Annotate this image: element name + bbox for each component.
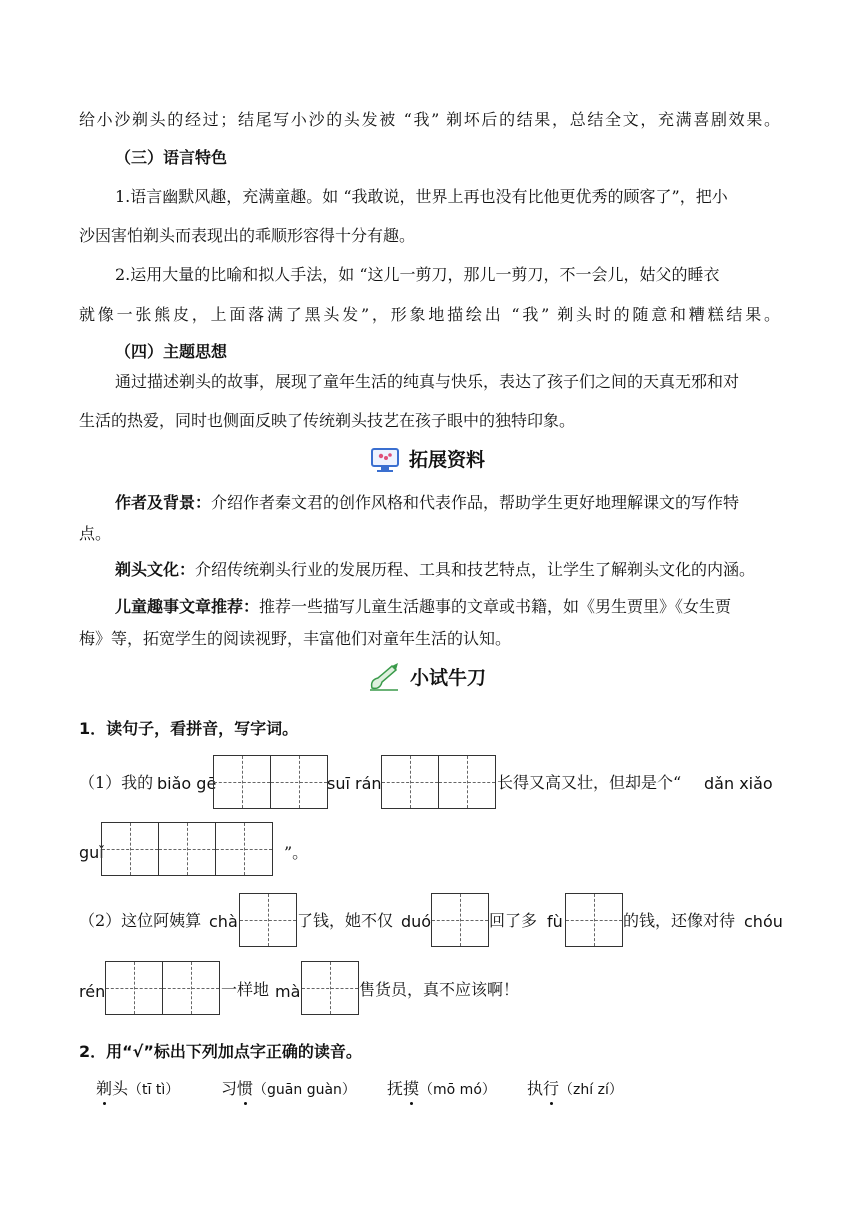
sentence-text: （2）这位阿姨算 <box>79 911 202 930</box>
paragraph-line <box>115 597 731 617</box>
writing-grid[interactable] <box>301 961 359 1015</box>
paragraph-line: 沙因害怕剃头而表现出的乖顺形容得十分有趣。 <box>79 226 416 245</box>
writing-grid[interactable] <box>381 755 496 809</box>
label-recommend: 儿童趣事文章推荐： <box>115 597 260 616</box>
word-char: 抚 <box>387 1079 404 1098</box>
reading-choice[interactable] <box>96 1079 179 1100</box>
pinyin-label: fù <box>547 912 563 931</box>
sentence-text: 的钱，还像对待 <box>623 911 736 930</box>
paragraph-line: 1.语言幽默风趣，充满童趣。如 “我敢说，世界上再也没有比他更优秀的顾客了”，把小 <box>115 187 728 206</box>
paragraph-line <box>115 493 780 513</box>
paragraph-line: 给小沙剃头的经过；结尾写小沙的头发被 “我” 剃坏后的结果，总结全文，充满喜剧效果。 <box>79 110 780 129</box>
pinyin-label: mà <box>275 982 301 1001</box>
reading-choice[interactable] <box>387 1079 496 1100</box>
reading-choice[interactable] <box>527 1079 623 1100</box>
writing-grid[interactable] <box>101 822 273 876</box>
dotted-char: 行 <box>543 1079 560 1098</box>
word-char: 习 <box>221 1079 238 1098</box>
dotted-char: 剃 <box>96 1079 113 1098</box>
sentence-text: 一样地 <box>221 980 270 999</box>
section-title-theme: （四）主题思想 <box>115 342 228 361</box>
text-recommend: 推荐一些描写儿童生活趣事的文章或书籍，如《男生贾里》《女生贾 <box>259 597 732 616</box>
writing-grid[interactable] <box>565 893 623 947</box>
text-culture: 介绍传统剃头行业的发展历程、工具和技艺特点，让学生了解剃头文化的内涵。 <box>195 560 756 579</box>
paragraph-line <box>115 560 755 580</box>
paragraph-line: 2.运用大量的比喻和拟人手法，如 “这儿一剪刀，那儿一剪刀，不一会儿，姑父的睡衣 <box>115 265 720 284</box>
section-heading-exercise: 小试牛刀 <box>410 667 487 689</box>
pinyin-options: （guān guàn） <box>253 1082 356 1098</box>
sentence-text: 回了多 <box>489 911 538 930</box>
pinyin-label: chà <box>209 912 238 931</box>
sentence-text: 了钱，她不仅 <box>297 911 394 930</box>
sentence-text: 售货员，真不应该啊！ <box>359 980 520 999</box>
question-2: 2．用“√”标出下列加点字正确的读音。 <box>79 1042 362 1061</box>
pinyin-options: （mō mó） <box>419 1082 496 1098</box>
label-culture: 剃头文化： <box>115 560 196 579</box>
writing-grid[interactable] <box>105 961 220 1015</box>
pinyin-label: rén <box>79 982 106 1001</box>
writing-grid[interactable] <box>213 755 328 809</box>
paragraph-line: 梅》等，拓宽学生的阅读视野，丰富他们对童年生活的认知。 <box>79 629 512 648</box>
section-title-language: （三）语言特色 <box>115 148 228 167</box>
sentence-text: 长得又高又壮，但却是个“ <box>497 773 682 792</box>
pinyin-options: （tī tì） <box>128 1082 180 1098</box>
word-char: 头 <box>112 1079 129 1098</box>
paragraph-line: 就像一张熊皮，上面落满了黑头发”，形象地描绘出 “我” 剃头时的随意和糟糕结果。 <box>79 305 780 324</box>
paragraph-line: 通过描述剃头的故事，展现了童年生活的纯真与快乐，表达了孩子们之间的天真无邪和对 <box>115 372 740 391</box>
pinyin-label: dǎn xiǎo <box>704 774 773 793</box>
dotted-char: 惯 <box>237 1079 254 1098</box>
question-1: 1．读句子，看拼音，写字词。 <box>79 719 299 738</box>
label-author: 作者及背景： <box>115 493 212 512</box>
pinyin-label: chóu <box>744 912 783 931</box>
sentence-text: （1）我的 <box>79 773 154 792</box>
reading-choice[interactable] <box>221 1079 356 1100</box>
pen-writing-icon <box>368 662 402 692</box>
pinyin-label: guǐ <box>79 843 104 862</box>
writing-grid[interactable] <box>431 893 489 947</box>
computer-screen-icon <box>370 447 400 473</box>
paragraph-line: 生活的热爱，同时也侧面反映了传统剃头技艺在孩子眼中的独特印象。 <box>79 411 576 430</box>
writing-grid[interactable] <box>239 893 297 947</box>
pinyin-label: duó <box>401 912 432 931</box>
text-author: 介绍作者秦文君的创作风格和代表作品，帮助学生更好地理解课文的写作特 <box>211 493 740 512</box>
sentence-text: ”。 <box>284 843 309 862</box>
pinyin-options: （zhí zí） <box>559 1082 623 1098</box>
word-char: 执 <box>527 1079 544 1098</box>
pinyin-label: biǎo gē <box>157 774 217 793</box>
pinyin-label: suī rán <box>327 774 382 793</box>
paragraph-line: 点。 <box>79 524 112 543</box>
section-heading-extension: 拓展资料 <box>409 449 486 471</box>
dotted-char: 摸 <box>403 1079 420 1098</box>
